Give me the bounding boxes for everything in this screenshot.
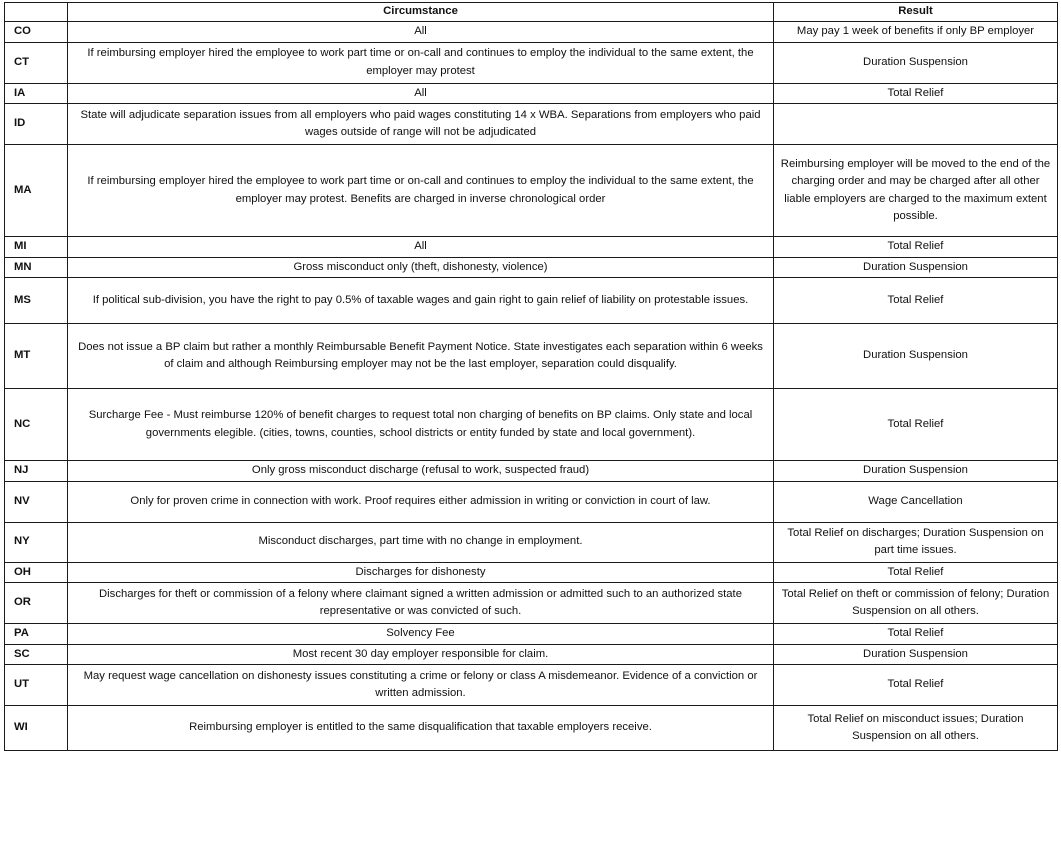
table-row (5, 389, 1058, 461)
table-row (5, 461, 1058, 482)
circumstance-cell: All (68, 22, 774, 43)
table-row (5, 522, 1058, 562)
circumstance-cell: Gross misconduct only (theft, dishonesty, violence) (68, 257, 774, 278)
circumstance-cell: If reimbursing employer hired the employee to work part time or on-call and continues to employ the individual to the same extent, the employer may protest (68, 42, 774, 83)
state-cell: MI (5, 237, 68, 258)
table-row (5, 104, 1058, 145)
table-row (5, 278, 1058, 324)
table-row (5, 83, 1058, 104)
header-row (5, 3, 1058, 22)
result-cell: Reimbursing employer will be moved to the end of the charging order and may be charged after all other liable employers are charged to the maximum extent possible. (774, 145, 1058, 237)
circumstance-cell: All (68, 237, 774, 258)
result-cell: Total Relief (774, 665, 1058, 706)
state-cell: MA (5, 145, 68, 237)
state-cell: IA (5, 83, 68, 104)
state-cell: ID (5, 104, 68, 145)
circumstance-cell: Discharges for dishonesty (68, 562, 774, 583)
result-cell: Total Relief (774, 278, 1058, 324)
circumstance-cell: Most recent 30 day employer responsible for claim. (68, 644, 774, 665)
circumstance-cell: Does not issue a BP claim but rather a monthly Reimbursable Benefit Payment Notice. State investigates each separation within 6 weeks of claim and although Reimbursing employer may not be the last employer, separation could disqualify. (68, 324, 774, 389)
state-cell: WI (5, 706, 68, 751)
table-row (5, 665, 1058, 706)
table-row (5, 22, 1058, 43)
result-cell: May pay 1 week of benefits if only BP employer (774, 22, 1058, 43)
circumstance-cell: Reimbursing employer is entitled to the same disqualification that taxable employers receive. (68, 706, 774, 751)
circumstance-column-header: Circumstance (68, 3, 774, 22)
table-row (5, 624, 1058, 645)
state-cell: UT (5, 665, 68, 706)
state-cell: NV (5, 481, 68, 522)
circumstance-cell: If reimbursing employer hired the employee to work part time or on-call and continues to employ the individual to the same extent, the employer may protest. Benefits are charged in inverse chronological order (68, 145, 774, 237)
state-cell: OR (5, 583, 68, 624)
state-cell: CT (5, 42, 68, 83)
table-row (5, 42, 1058, 83)
table-row (5, 324, 1058, 389)
state-cell: NY (5, 522, 68, 562)
result-cell: Total Relief (774, 562, 1058, 583)
state-cell: OH (5, 562, 68, 583)
table-row (5, 481, 1058, 522)
state-cell: NJ (5, 461, 68, 482)
result-cell: Duration Suspension (774, 42, 1058, 83)
state-column-header (5, 3, 68, 22)
table-row (5, 237, 1058, 258)
state-cell: MT (5, 324, 68, 389)
circumstance-cell: Solvency Fee (68, 624, 774, 645)
result-column-header: Result (774, 3, 1058, 22)
circumstance-cell: Misconduct discharges, part time with no change in employment. (68, 522, 774, 562)
result-cell (774, 104, 1058, 145)
state-cell: SC (5, 644, 68, 665)
state-cell: MN (5, 257, 68, 278)
circumstance-cell: May request wage cancellation on dishonesty issues constituting a crime or felony or class A misdemeanor. Evidence of a conviction or written admission. (68, 665, 774, 706)
result-cell: Total Relief (774, 624, 1058, 645)
result-cell: Wage Cancellation (774, 481, 1058, 522)
circumstance-cell: Only for proven crime in connection with work. Proof requires either admission in writing or conviction in court of law. (68, 481, 774, 522)
state-cell: NC (5, 389, 68, 461)
table-row (5, 145, 1058, 237)
circumstance-cell: All (68, 83, 774, 104)
table-row (5, 583, 1058, 624)
circumstance-cell: State will adjudicate separation issues from all employers who paid wages constituting 14 x WBA. Separations from employers who paid wages outside of range will not be adjudicated (68, 104, 774, 145)
state-relief-table (4, 2, 1058, 751)
result-cell: Total Relief on misconduct issues; Duration Suspension on all others. (774, 706, 1058, 751)
circumstance-cell: Discharges for theft or commission of a felony where claimant signed a written admission or admitted such to an authorized state representative or was convicted of such. (68, 583, 774, 624)
circumstance-cell: Surcharge Fee - Must reimburse 120% of benefit charges to request total non charging of benefits on BP claims. Only state and local governments elegible. (cities, towns, counties, school districts or entity funded by state and local government). (68, 389, 774, 461)
result-cell: Total Relief (774, 237, 1058, 258)
result-cell: Duration Suspension (774, 644, 1058, 665)
state-cell: PA (5, 624, 68, 645)
result-cell: Duration Suspension (774, 324, 1058, 389)
result-cell: Duration Suspension (774, 461, 1058, 482)
result-cell: Total Relief (774, 389, 1058, 461)
table-row (5, 644, 1058, 665)
result-cell: Total Relief on theft or commission of felony; Duration Suspension on all others. (774, 583, 1058, 624)
circumstance-cell: If political sub-division, you have the right to pay 0.5% of taxable wages and gain right to gain relief of liability on protestable issues. (68, 278, 774, 324)
result-cell: Duration Suspension (774, 257, 1058, 278)
result-cell: Total Relief on discharges; Duration Suspension on part time issues. (774, 522, 1058, 562)
table-row (5, 706, 1058, 751)
state-cell: CO (5, 22, 68, 43)
table-row (5, 562, 1058, 583)
circumstance-cell: Only gross misconduct discharge (refusal to work, suspected fraud) (68, 461, 774, 482)
result-cell: Total Relief (774, 83, 1058, 104)
state-cell: MS (5, 278, 68, 324)
table-row (5, 257, 1058, 278)
